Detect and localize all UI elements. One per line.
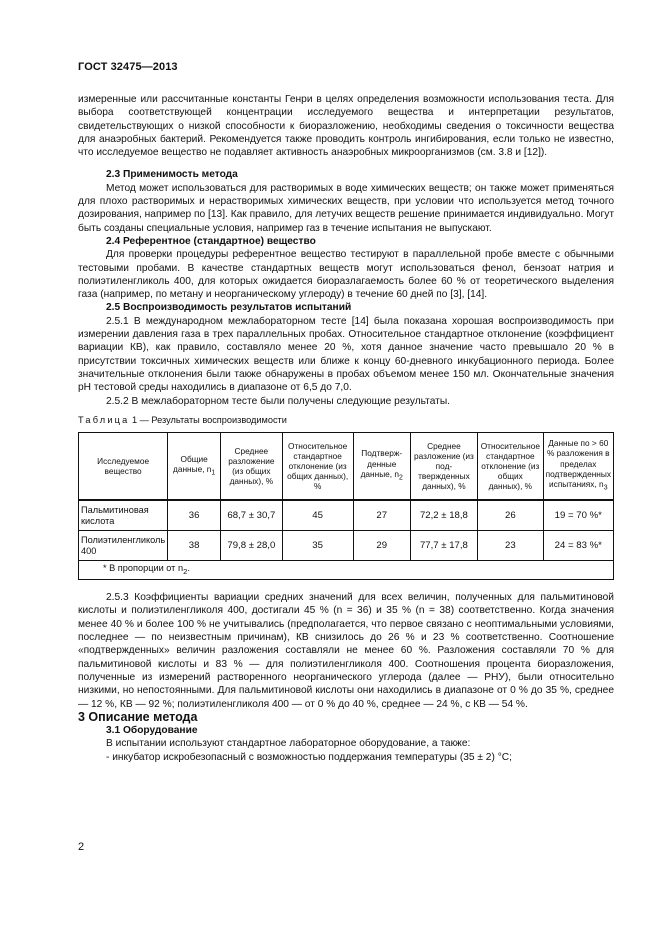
page-number: 2 (78, 841, 85, 853)
section-2-5-3-text: 2.5.3 Коэффициенты вариации средних значений для всех величин, полученных для пальмитиновой кислоты и полиэтиленгликоля 400, достигали 45 % (n = 36) и 35 % (n = 38) соответственно. Когда значения менее 40 % и более 100 % не учитывались (предполагается, что первое связано с неоптимальными условиями, последнее — по неизвестным причинам), КВ снизилось до 26 % и 23 % соответственно. Соотношение «подтвержденных» величин разложения составляли не менее 60 %. Разложения составляли 70 % для пальмитиновой кислоты и 83 % — для полиэтиленгликоля 400. Соотношения процента биоразложения, полученные из измерений растворенного неорганического углерода (далее — РНУ), были относительно низкими, но непостоянными. Для пальмитиновой кислоты они находились в диапазоне от 0 % до 35 %, среднее — 12 %, КВ — 92 %; полиэтиленгликоля 400 — от 0 % до 40 %, среднее — 24 %, с КВ — 54 %. (78, 592, 614, 710)
section-3-title: 3 Описание метода (78, 709, 198, 724)
standard-header: ГОСТ 32475—2013 (78, 61, 178, 73)
results-table (78, 432, 614, 580)
section-2-3-title: 2.3 Применимость метода (106, 169, 238, 181)
section-2-4-title: 2.4 Референтное (стандартное) вещество (106, 235, 316, 247)
cell-rsd2: 23 (478, 531, 543, 561)
cell-mean: 68,7 ± 30,7 (221, 500, 283, 531)
section-2-4-text: Для проверки процедуры референтное вещество тестируют в параллельной пробе вместе с обычными тестовыми пробами. В качестве стандартных веществ могут использоваться фенол, бензоат натрия и полиэтиленгликоль 400, для которых ожидается биоразлагаемость более 60 % от теоретического выделения газа (например, по метану и неорганическому углероду) в течение 60 дней по [3], [14]. (78, 249, 614, 301)
document-body (78, 93, 614, 764)
cell-mean2: 77,7 ± 17,8 (410, 531, 477, 561)
table-row (79, 531, 614, 561)
table-footnote-row (79, 561, 614, 580)
header-rsd: Относительное стандартное отклонение (из общих данных), % (282, 433, 353, 501)
cell-mean2: 72,2 ± 18,8 (410, 500, 477, 531)
cell-n2: 29 (353, 531, 410, 561)
header-total-data: Общие данные, $n_1$ (168, 433, 221, 501)
header-confirmed-data: Подтверж-денные данные, $n_2$ (353, 433, 410, 501)
table-caption (78, 414, 614, 427)
section-3-1-text: В испытании используют стандартное лабораторное оборудование, а также: (106, 738, 471, 750)
table-footnote: * В пропорции от $n_2$. (79, 561, 614, 580)
header-above-60: Данные по > 60 % разложения в пределах подтвержденных испытаниях, $n_3$ (543, 433, 613, 501)
cell-rsd: 35 (282, 531, 353, 561)
cell-pct: 19 = 70 %* (543, 500, 613, 531)
section-2-5-1-text: 2.5.1 В международном межлабораторном тесте [14] была показана хорошая воспроизводимость при измерении давления газа в трех параллельных пробах. Относительное стандартное отклонение (коэффициент вариации КВ), как правило, составляло менее 20 %, хотя данное значение часто превышало 20 % в присутствии токсичных химических веществ или ближе к концу 60-дневного инкубационного периода. Более значительные отклонения были также обнаружены в пробах объемом менее 150 мл. Окончательные значения pH тестовой среды находились в диапазоне от 6,5 до 7,0. (78, 315, 614, 394)
cell-mean: 79,8 ± 28,0 (221, 531, 283, 561)
section-3-1-title: 3.1 Оборудование (106, 725, 198, 737)
cell-substance: Полиэтиленгликоль 400 (79, 531, 168, 561)
table-row (79, 500, 614, 531)
cell-n2: 27 (353, 500, 410, 531)
header-substance: Исследуемое вещество (79, 433, 168, 501)
section-2-5-2-text: 2.5.2 В межлабораторном тесте были получены следующие результаты. (106, 395, 450, 407)
table-header-row (79, 433, 614, 501)
cell-n1: 36 (168, 500, 221, 531)
cell-substance: Пальмитиновая кислота (79, 500, 168, 531)
section-3-1-item: - инкубатор искробезопасный с возможностью поддержания температуры (35 ± 2) °С; (106, 751, 512, 763)
header-mean-confirmed: Среднее разложение (из под-твержденных данных), % (410, 433, 477, 501)
cell-rsd: 45 (282, 500, 353, 531)
header-mean-degradation: Среднее разложение (из общих данных), % (221, 433, 283, 501)
table-caption-rest: 1 — Результаты воспроизводимости (129, 414, 287, 425)
cell-rsd2: 26 (478, 500, 543, 531)
cell-pct: 24 = 83 %* (543, 531, 613, 561)
cell-n1: 38 (168, 531, 221, 561)
intro-paragraph: измеренные или рассчитанные константы Генри в целях определения возможности использования теста. Для выбора соответствующей концентрации исследуемого вещества и интерпретации результатов, свидетельствующих о низкой способности к биоразложению, необходимы сведения о токсичности вещества для анаэробных бактерий. Рекомендуется также проводить контроль ингибирования, если только не известно, что исследуемое вещество не подавляет активность анаэробных микроорганизмов (см. 3.8 и [12]). (78, 94, 614, 159)
section-2-3-text: Метод может использоваться для растворимых в воде химических веществ; он также может применяться для плохо растворимых и нерастворимых химических веществ, при условии что используется метод точного дозирования, например по [13]. Как правило, для летучих веществ решение принимается индивидуально. Могут быть созданы специальные условия, например газ в течение испытания не выпускают. (78, 182, 614, 234)
section-2-5-title: 2.5 Воспроизводимость результатов испытаний (106, 302, 352, 314)
table-caption-word: Таблица (78, 414, 130, 425)
header-rsd-confirmed: Относительное стандартное отклонение (из общих данных), % (478, 433, 543, 501)
